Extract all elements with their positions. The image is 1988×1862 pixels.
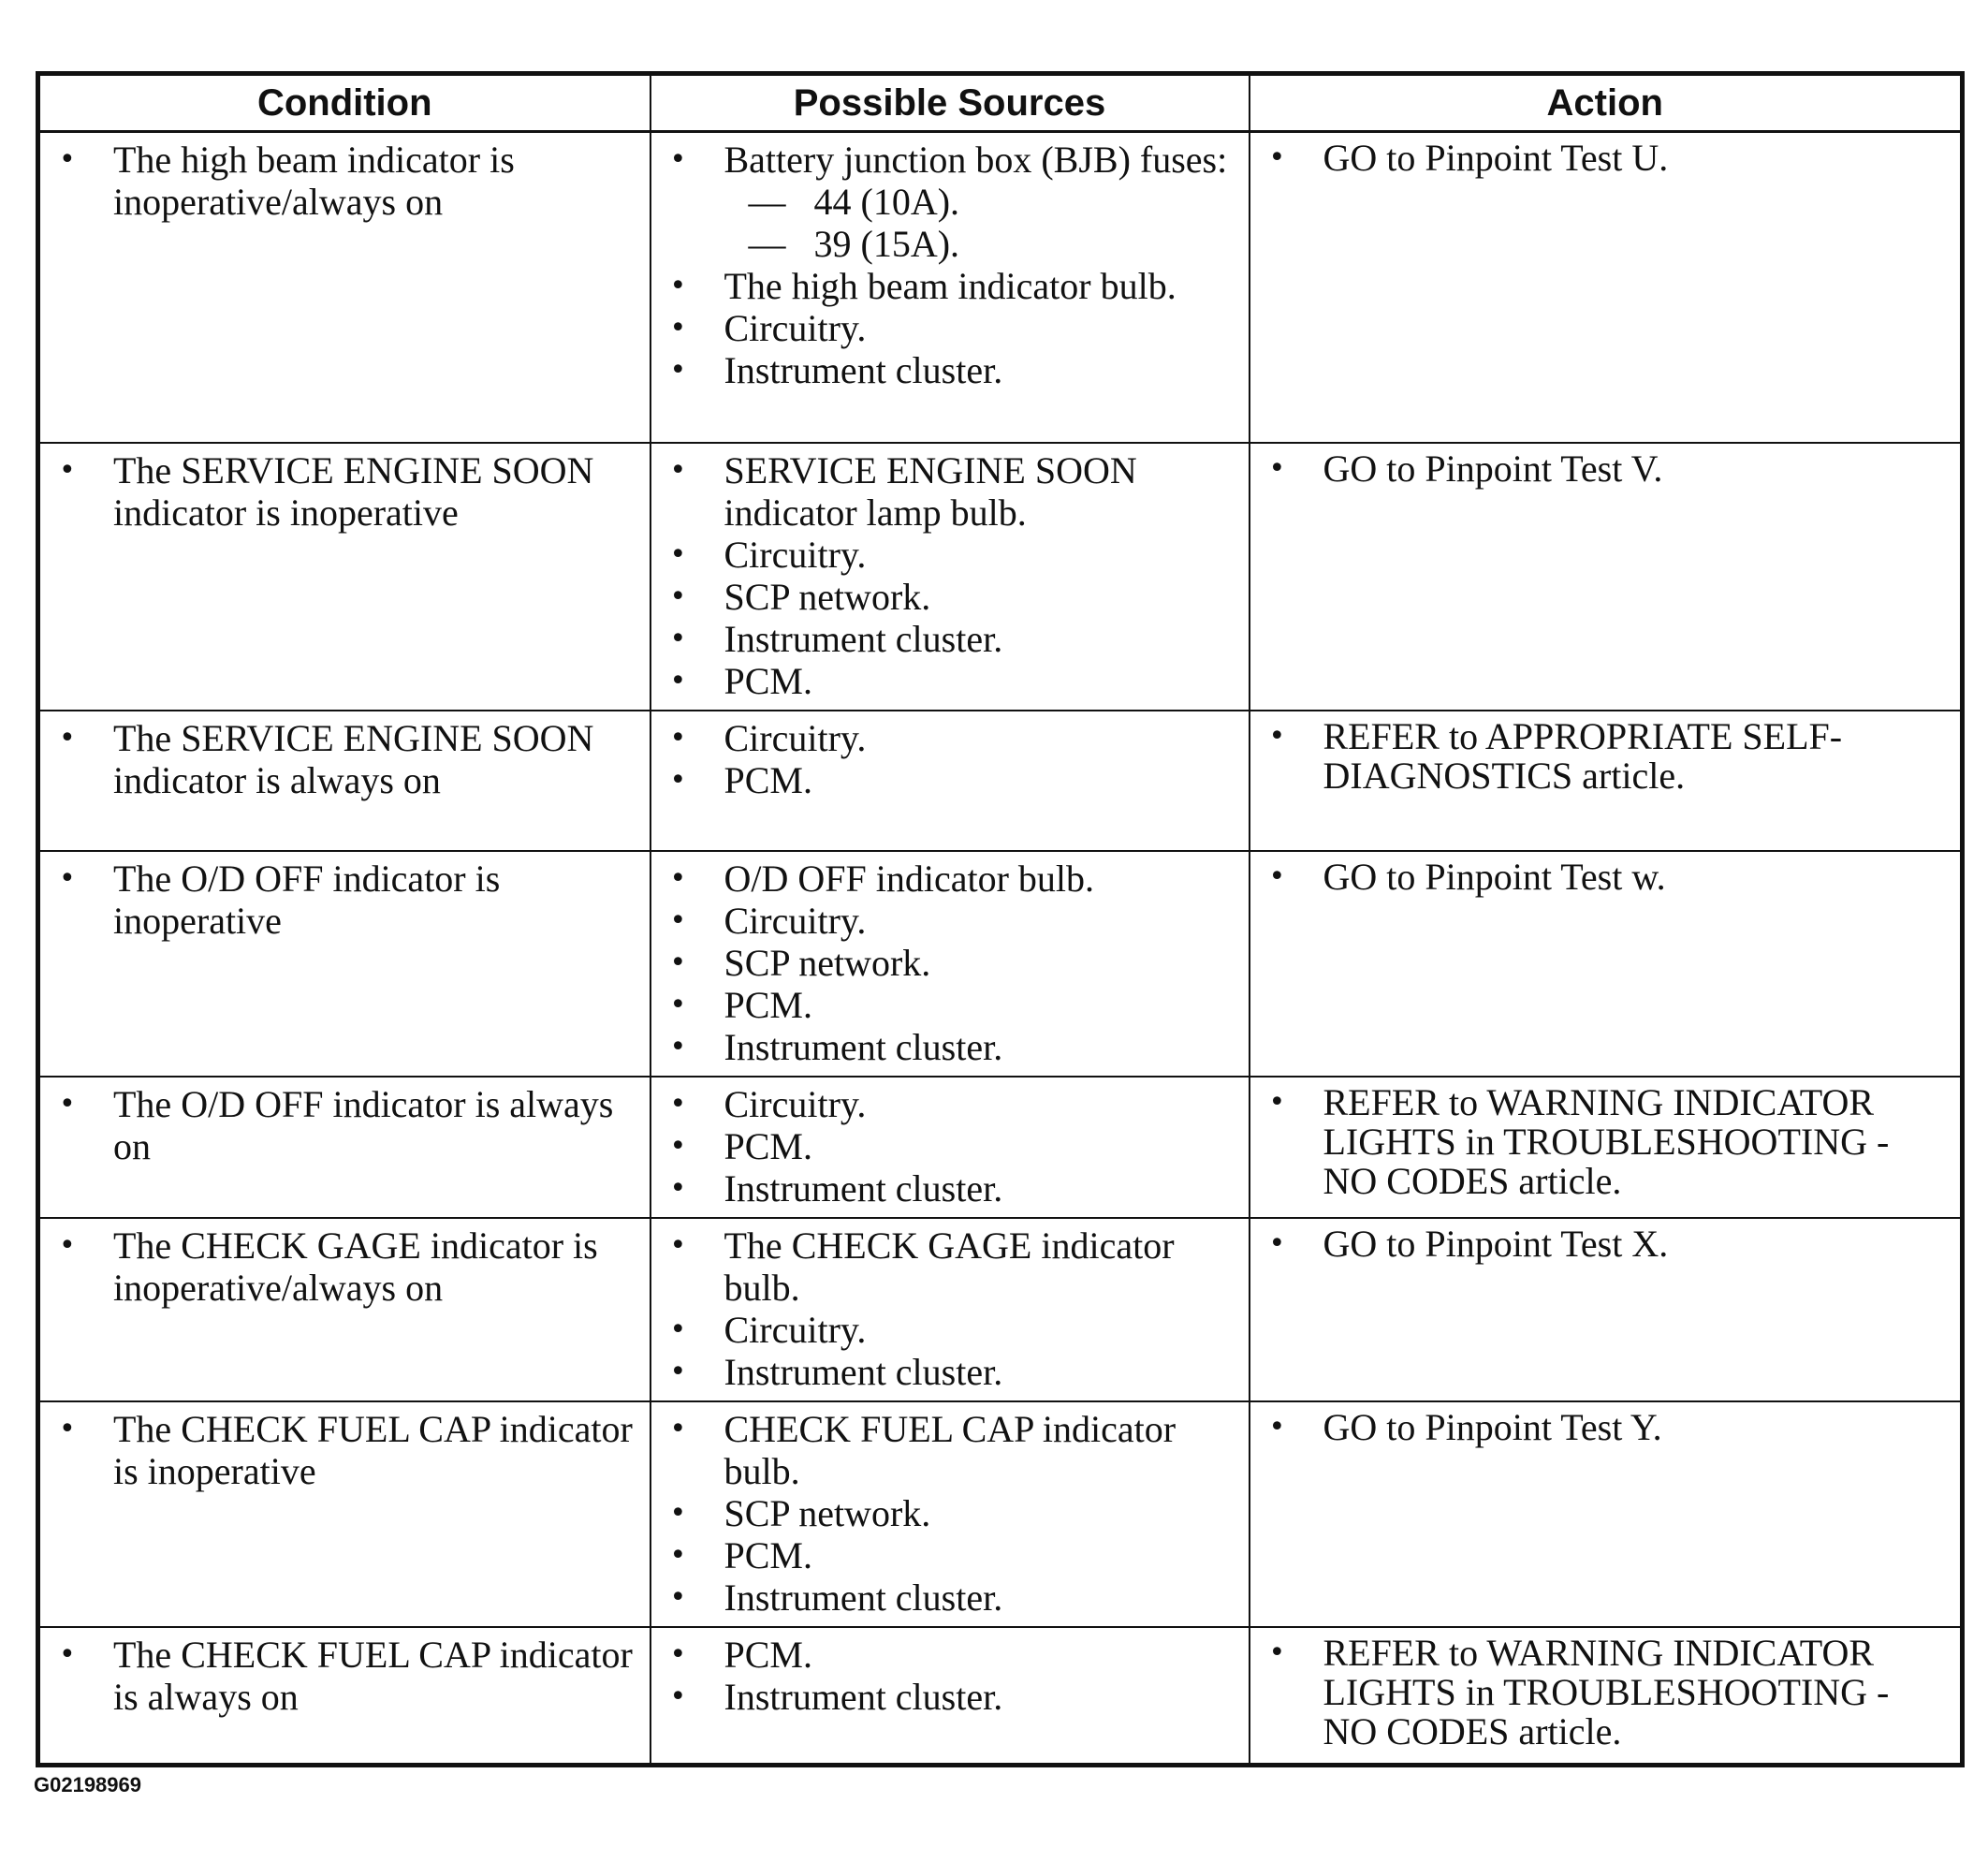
source-item: • SCP network. (668, 576, 1235, 618)
fuse-item: — 44 (10A). (724, 181, 1235, 223)
action-cell (1250, 1401, 1963, 1627)
table-row (38, 1401, 1963, 1627)
source-item: • The high beam indicator bulb. (668, 265, 1235, 307)
figure-id: G02198969 (34, 1773, 141, 1796)
action-cell (1250, 711, 1963, 851)
source-item: • Circuitry. (668, 900, 1235, 942)
diagnostic-table (36, 71, 1965, 1767)
condition-text: • The O/D OFF indicator is inoperative (57, 858, 636, 942)
action-cell (1250, 851, 1963, 1077)
action-text: • GO to Pinpoint Test X. (1267, 1224, 1948, 1264)
condition-text: • The CHECK GAGE indicator is inoperative/always on (57, 1224, 636, 1309)
condition-cell (38, 132, 650, 443)
source-item: • Circuitry. (668, 307, 1235, 349)
source-item: • SCP network. (668, 942, 1235, 984)
source-item: • O/D OFF indicator bulb. (668, 858, 1235, 900)
action-text: • GO to Pinpoint Test w. (1267, 858, 1948, 897)
action-text: • GO to Pinpoint Test V. (1267, 449, 1948, 489)
source-item: • PCM. (668, 660, 1235, 702)
source-item: • CHECK FUEL CAP indicator bulb. (668, 1408, 1235, 1492)
table-row (38, 851, 1963, 1077)
action-cell (1250, 1627, 1963, 1766)
sources-cell (650, 711, 1250, 851)
source-item: • SERVICE ENGINE SOON indicator lamp bulb. (668, 449, 1235, 534)
source-item: • PCM. (668, 1634, 1235, 1676)
source-item: • SCP network. (668, 1492, 1235, 1534)
source-item: • Circuitry. (668, 717, 1235, 759)
source-item: • Instrument cluster. (668, 1351, 1235, 1393)
action-text: • GO to Pinpoint Test Y. (1267, 1408, 1948, 1447)
table-row (38, 1627, 1963, 1766)
action-text: • REFER to WARNING INDICATOR LIGHTS in TROUBLESHOOTING - NO CODES article. (1267, 1634, 1948, 1752)
action-cell (1250, 132, 1963, 443)
condition-cell (38, 1077, 650, 1218)
header-possible-sources: Possible Sources (650, 74, 1250, 132)
header-action: Action (1250, 74, 1963, 132)
source-item: • Instrument cluster. (668, 1026, 1235, 1068)
source-text: Battery junction box (BJB) fuses: (724, 139, 1228, 181)
condition-cell (38, 1401, 650, 1627)
table-row (38, 1218, 1963, 1401)
source-item: • The CHECK GAGE indicator bulb. (668, 1224, 1235, 1309)
source-item: • PCM. (668, 1534, 1235, 1576)
source-item (668, 139, 1235, 265)
condition-cell (38, 711, 650, 851)
condition-cell (38, 1218, 650, 1401)
table-row (38, 443, 1963, 711)
table-row (38, 1077, 1963, 1218)
source-item: • Instrument cluster. (668, 1676, 1235, 1718)
table-row (38, 711, 1963, 851)
condition-text: • The O/D OFF indicator is always on (57, 1083, 636, 1167)
condition-text: • The SERVICE ENGINE SOON indicator is inoperative (57, 449, 636, 534)
source-item: • Circuitry. (668, 1309, 1235, 1351)
sources-cell (650, 1218, 1250, 1401)
action-text: • GO to Pinpoint Test U. (1267, 139, 1948, 178)
condition-text: • The CHECK FUEL CAP indicator is always on (57, 1634, 636, 1718)
source-item: • Circuitry. (668, 1083, 1235, 1125)
sources-cell (650, 132, 1250, 443)
header-row (38, 74, 1963, 132)
condition-cell (38, 851, 650, 1077)
fuse-item: — 39 (15A). (724, 223, 1235, 265)
source-item: • Instrument cluster. (668, 1576, 1235, 1619)
action-cell (1250, 443, 1963, 711)
sources-cell (650, 1077, 1250, 1218)
source-item: • PCM. (668, 1125, 1235, 1167)
action-text: • REFER to APPROPRIATE SELF-DIAGNOSTICS article. (1267, 717, 1948, 796)
sources-cell (650, 1627, 1250, 1766)
source-item: • Circuitry. (668, 534, 1235, 576)
source-item: • PCM. (668, 759, 1235, 801)
condition-text: • The SERVICE ENGINE SOON indicator is always on (57, 717, 636, 801)
source-item: • Instrument cluster. (668, 1167, 1235, 1210)
action-text: • REFER to WARNING INDICATOR LIGHTS in TROUBLESHOOTING - NO CODES article. (1267, 1083, 1948, 1201)
header-condition: Condition (38, 74, 650, 132)
action-cell (1250, 1077, 1963, 1218)
action-cell (1250, 1218, 1963, 1401)
condition-text: • The high beam indicator is inoperative/always on (57, 139, 636, 223)
sources-cell (650, 1401, 1250, 1627)
source-item: • Instrument cluster. (668, 349, 1235, 391)
sources-cell (650, 443, 1250, 711)
condition-cell (38, 443, 650, 711)
source-item: • PCM. (668, 984, 1235, 1026)
condition-cell (38, 1627, 650, 1766)
sources-cell (650, 851, 1250, 1077)
table-row (38, 132, 1963, 443)
condition-text: • The CHECK FUEL CAP indicator is inoperative (57, 1408, 636, 1492)
source-item: • Instrument cluster. (668, 618, 1235, 660)
